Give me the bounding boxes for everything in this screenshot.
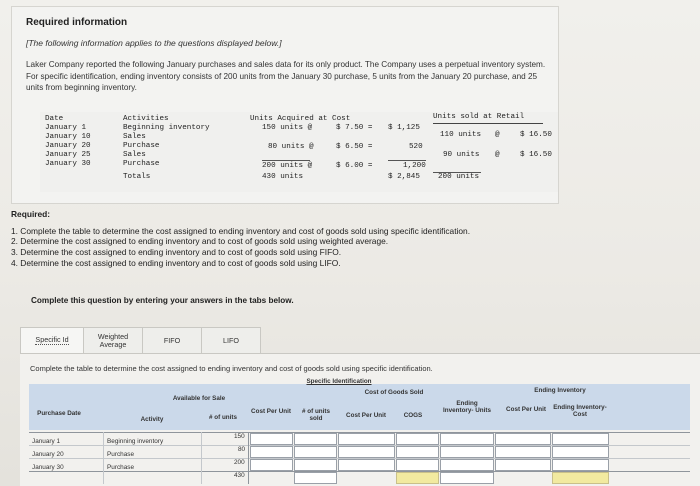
header-units-sold: Units sold at Retail	[433, 113, 525, 121]
row-units: 150 units @	[262, 124, 313, 132]
row-date: January 1	[45, 124, 87, 132]
required-item: 2. Determine the cost assigned to ending inventory and to cost of goods sold using weighted average.	[11, 236, 389, 247]
row-units: 80	[238, 446, 246, 453]
required-information-title: Required information	[26, 17, 128, 28]
col-cogs-cost-per-unit: Cost Per Unit	[346, 412, 386, 419]
row-total: 1,200	[403, 162, 426, 170]
ending-cost-per-unit-input[interactable]	[495, 459, 551, 471]
row-units: 150	[234, 433, 245, 440]
row-units: 80 units @	[268, 143, 314, 151]
row-sold-units: 90 units	[443, 151, 480, 159]
ending-cost-input[interactable]	[552, 433, 609, 445]
row-date: January 1	[32, 438, 61, 445]
cogs-input[interactable]	[396, 446, 439, 458]
row-activity: Beginning inventory	[123, 124, 210, 132]
total-cogs-input[interactable]	[396, 472, 439, 484]
row-cost: $ 7.50 =	[336, 124, 373, 132]
ending-cost-input[interactable]	[552, 459, 609, 471]
row-retail: $ 16.50	[520, 151, 552, 159]
cost-per-unit-input[interactable]	[250, 446, 293, 458]
row-date: January 20	[32, 451, 64, 458]
tab-lifo[interactable]	[201, 327, 261, 353]
row-cost: $ 6.50 =	[336, 143, 373, 151]
total-ending-cost-input[interactable]	[552, 472, 609, 484]
col-activity: Activity	[140, 416, 164, 423]
grid-line	[201, 432, 202, 484]
row-total: $ 1,125	[388, 124, 420, 132]
header-underline	[433, 123, 543, 124]
row-date: January 25	[45, 151, 91, 159]
purchases-sales-data-table	[40, 112, 558, 192]
col-units-sold: # of units sold	[302, 408, 330, 422]
complete-question-instruction: Complete this question by entering your answers in the tabs below.	[31, 296, 294, 305]
grid-line	[103, 432, 104, 484]
required-list	[11, 209, 470, 269]
row-sold-units: 110 units	[440, 131, 482, 139]
col-cost-per-unit: Cost Per Unit	[251, 408, 291, 415]
col-purchase-date: Purchase Date	[37, 410, 81, 417]
totals-cost: $ 2,845	[388, 173, 420, 181]
row-date: January 20	[45, 142, 91, 150]
row-activity: Beginning inventory	[107, 438, 164, 445]
row-activity: Sales	[123, 151, 146, 159]
col-ending-cost-per-unit: Cost Per Unit	[506, 406, 546, 413]
row-at: @	[495, 151, 500, 159]
col-ending-cost: Ending Inventory- Cost	[553, 404, 607, 418]
cost-per-unit-input[interactable]	[250, 459, 293, 471]
table-title: Specific Identification	[306, 378, 372, 385]
required-heading: Required:	[11, 209, 51, 219]
row-date: January 30	[32, 464, 64, 471]
row-units: 200 units @	[262, 162, 313, 170]
ending-cost-input[interactable]	[552, 446, 609, 458]
totals-label: Totals	[123, 173, 151, 181]
tab-specific-id[interactable]	[20, 327, 84, 353]
required-item: 4. Determine the cost assigned to ending inventory and to cost of goods sold using LIFO.	[11, 257, 341, 268]
totals-units: 430 units	[262, 173, 304, 181]
grid-line	[248, 432, 249, 484]
row-activity: Sales	[123, 133, 146, 141]
cost-per-unit-input[interactable]	[250, 433, 293, 445]
header-activities: Activities	[123, 115, 169, 123]
col-cogs: COGS	[403, 412, 423, 419]
tab-weighted-average[interactable]	[83, 327, 143, 353]
row-total: 520	[409, 143, 423, 151]
total-units-sold-input[interactable]	[294, 472, 337, 484]
cost-underline	[388, 160, 426, 161]
row-activity: Purchase	[107, 451, 134, 458]
units-sold-input[interactable]	[294, 433, 337, 445]
row-cost: $ 6.00 =	[336, 162, 373, 170]
row-at: @	[495, 131, 500, 139]
units-sold-input[interactable]	[294, 459, 337, 471]
required-item: 1. Complete the table to determine the cost assigned to ending inventory and cost of goods sold using specific identification.	[11, 225, 471, 236]
group-cost-of-goods-sold: Cost of Goods Sold	[364, 389, 424, 396]
total-ending-units-input[interactable]	[440, 472, 494, 484]
tab-label: LIFO	[223, 335, 239, 345]
cogs-cost-per-unit-input[interactable]	[338, 433, 395, 445]
ending-cost-per-unit-input[interactable]	[495, 446, 551, 458]
required-information-panel	[11, 6, 559, 204]
col-ending-units: Ending Inventory- Units	[443, 400, 491, 414]
row-activity: Purchase	[123, 160, 160, 168]
row-date: January 10	[45, 133, 91, 141]
ending-units-input[interactable]	[440, 446, 494, 458]
row-activity: Purchase	[107, 464, 134, 471]
group-available-for-sale: Available for Sale	[172, 395, 226, 402]
total-units: 430	[234, 472, 245, 479]
required-item: 3. Determine the cost assigned to ending inventory and to cost of goods sold using FIFO.	[11, 247, 342, 258]
group-ending-inventory: Ending Inventory	[534, 387, 586, 394]
tab-label: Specific Id	[35, 335, 69, 344]
ending-units-input[interactable]	[440, 433, 494, 445]
ending-units-input[interactable]	[440, 459, 494, 471]
specific-identification-table	[29, 376, 700, 486]
cogs-input[interactable]	[396, 459, 439, 471]
totals-sold: 200 units	[438, 173, 480, 181]
header-units-acquired: Units Acquired at Cost	[250, 115, 351, 123]
row-units: 200	[234, 459, 245, 466]
units-underline	[262, 160, 310, 161]
row-date: January 30	[45, 160, 91, 168]
col-units: # of units	[209, 414, 237, 421]
tab-fifo[interactable]	[142, 327, 202, 353]
problem-description: Laker Company reported the following January purchases and sales data for its only product. The Company uses a perpetual inventory system. For specific identification, ending inventory consists of 200 units from the January 30 purchase, 5 units from the January 20 purchase, and 25 units from beginning inventory.	[26, 60, 546, 92]
cogs-input[interactable]	[396, 433, 439, 445]
ending-cost-per-unit-input[interactable]	[495, 433, 551, 445]
complete-table-instruction: Complete the table to determine the cost assigned to ending inventory and cost of goods sold using specific identification.	[30, 364, 433, 373]
required-information-subtitle: [The following information applies to the questions displayed below.]	[26, 38, 282, 48]
cogs-cost-per-unit-input[interactable]	[338, 459, 395, 471]
header-date: Date	[45, 115, 64, 123]
tab-label: Weighted Average	[97, 331, 129, 349]
row-retail: $ 16.50	[520, 131, 552, 139]
row-activity: Purchase	[123, 142, 160, 150]
cogs-cost-per-unit-input[interactable]	[338, 446, 395, 458]
tab-label: FIFO	[163, 335, 181, 345]
units-sold-input[interactable]	[294, 446, 337, 458]
